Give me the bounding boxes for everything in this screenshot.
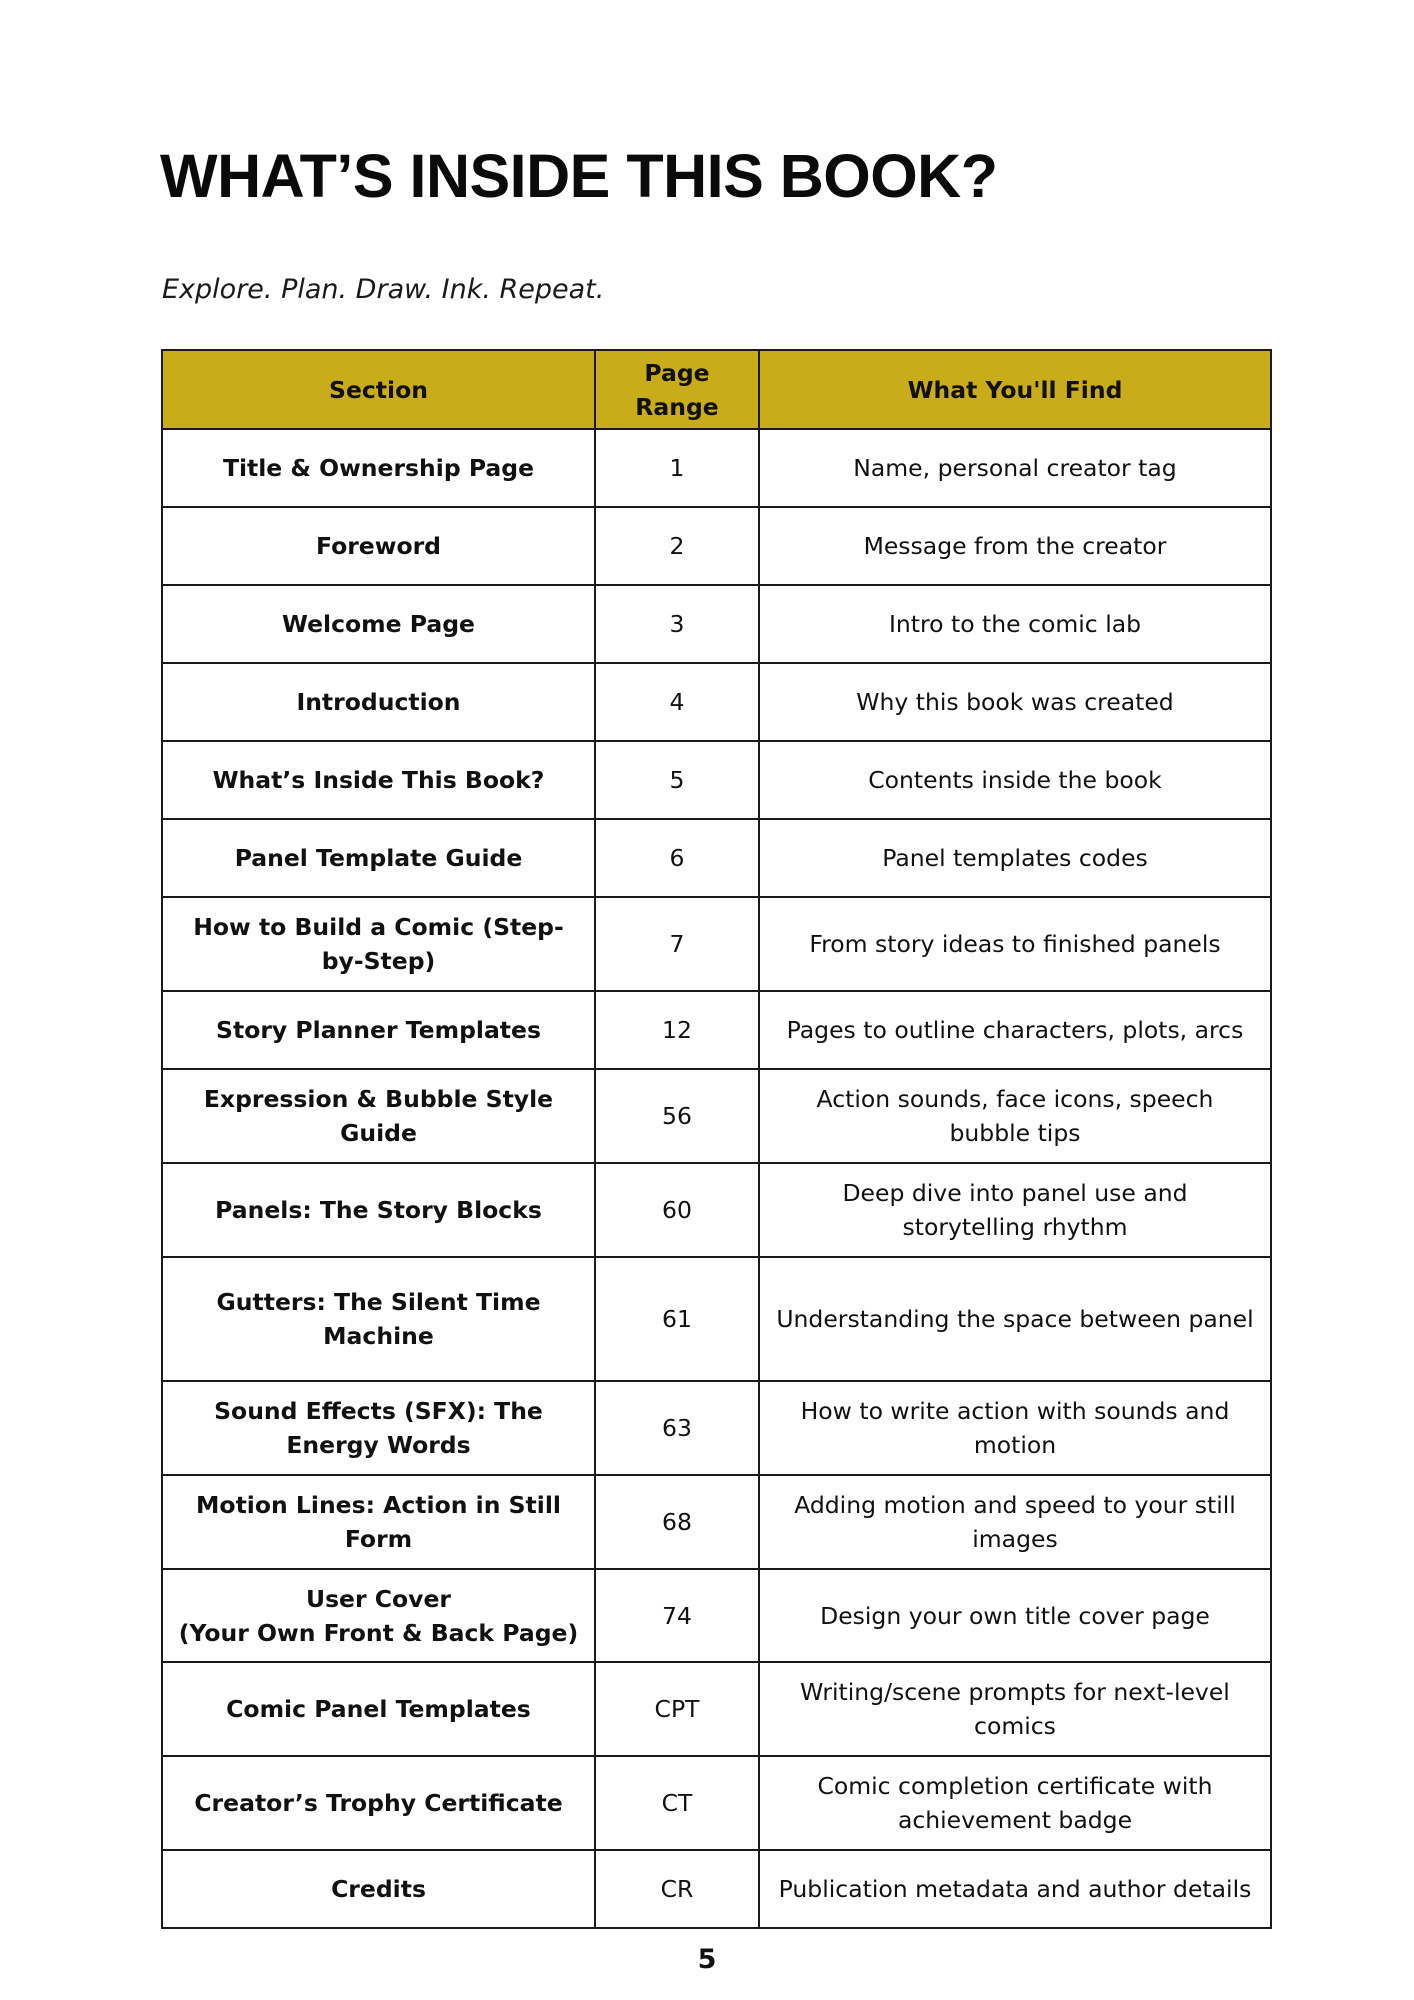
table-row bbox=[162, 741, 1271, 819]
row-page-cell: 74 bbox=[595, 1569, 759, 1662]
row-description-cell: Pages to outline characters, plots, arcs bbox=[759, 991, 1271, 1069]
table-header-row bbox=[162, 350, 1271, 429]
row-page-cell: 3 bbox=[595, 585, 759, 663]
row-section-cell: Panel Template Guide bbox=[162, 819, 595, 897]
row-description-cell: Panel templates codes bbox=[759, 819, 1271, 897]
row-section-cell: How to Build a Comic (Step-by-Step) bbox=[162, 897, 595, 991]
header-section: Section bbox=[162, 350, 595, 429]
table-row bbox=[162, 1756, 1271, 1850]
row-description-cell: Publication metadata and author details bbox=[759, 1850, 1271, 1928]
row-section-cell: Credits bbox=[162, 1850, 595, 1928]
row-page-cell: 63 bbox=[595, 1381, 759, 1475]
table-row bbox=[162, 1069, 1271, 1163]
row-description-cell: Comic completion certificate with achievement badge bbox=[759, 1756, 1271, 1850]
row-description-cell: Intro to the comic lab bbox=[759, 585, 1271, 663]
row-page-cell: 61 bbox=[595, 1257, 759, 1381]
table-row bbox=[162, 429, 1271, 507]
table-body bbox=[162, 429, 1271, 1928]
row-description-cell: How to write action with sounds and motion bbox=[759, 1381, 1271, 1475]
row-page-cell: CT bbox=[595, 1756, 759, 1850]
row-page-cell: CR bbox=[595, 1850, 759, 1928]
page-title: WHAT’S INSIDE THIS BOOK? bbox=[160, 142, 998, 210]
row-description-cell: Design your own title cover page bbox=[759, 1569, 1271, 1662]
row-page-cell: 12 bbox=[595, 991, 759, 1069]
row-section-cell: Sound Effects (SFX): The Energy Words bbox=[162, 1381, 595, 1475]
row-page-cell: 6 bbox=[595, 819, 759, 897]
row-section-cell: Title & Ownership Page bbox=[162, 429, 595, 507]
row-section-cell: Gutters: The Silent Time Machine bbox=[162, 1257, 595, 1381]
table-row bbox=[162, 663, 1271, 741]
row-section-cell: Panels: The Story Blocks bbox=[162, 1163, 595, 1257]
row-section-cell: Expression & Bubble Style Guide bbox=[162, 1069, 595, 1163]
contents-table bbox=[161, 349, 1272, 1929]
row-description-cell: Why this book was created bbox=[759, 663, 1271, 741]
row-description-cell: Action sounds, face icons, speech bubble tips bbox=[759, 1069, 1271, 1163]
row-page-cell: 60 bbox=[595, 1163, 759, 1257]
table-row bbox=[162, 1569, 1271, 1662]
row-description-cell: From story ideas to finished panels bbox=[759, 897, 1271, 991]
table-row bbox=[162, 1381, 1271, 1475]
row-page-cell: 7 bbox=[595, 897, 759, 991]
row-description-cell: Writing/scene prompts for next-level comics bbox=[759, 1662, 1271, 1756]
table-row bbox=[162, 1163, 1271, 1257]
row-page-cell: 1 bbox=[595, 429, 759, 507]
row-section-cell: Story Planner Templates bbox=[162, 991, 595, 1069]
table-row bbox=[162, 897, 1271, 991]
row-description-cell: Understanding the space between panel bbox=[759, 1257, 1271, 1381]
row-section-cell: Introduction bbox=[162, 663, 595, 741]
row-page-cell: 5 bbox=[595, 741, 759, 819]
row-section-cell: What’s Inside This Book? bbox=[162, 741, 595, 819]
row-description-cell: Message from the creator bbox=[759, 507, 1271, 585]
row-description-cell: Name, personal creator tag bbox=[759, 429, 1271, 507]
row-section-cell: Comic Panel Templates bbox=[162, 1662, 595, 1756]
table-row bbox=[162, 819, 1271, 897]
table-row bbox=[162, 1475, 1271, 1569]
row-description-cell: Adding motion and speed to your still images bbox=[759, 1475, 1271, 1569]
header-page-range: Page Range bbox=[595, 350, 759, 429]
row-page-cell: 4 bbox=[595, 663, 759, 741]
row-section-cell: Foreword bbox=[162, 507, 595, 585]
row-section-cell: Motion Lines: Action in Still Form bbox=[162, 1475, 595, 1569]
row-section-cell: Welcome Page bbox=[162, 585, 595, 663]
table-row bbox=[162, 991, 1271, 1069]
table-row bbox=[162, 507, 1271, 585]
table-row bbox=[162, 585, 1271, 663]
row-section-cell: Creator’s Trophy Certificate bbox=[162, 1756, 595, 1850]
table-row bbox=[162, 1257, 1271, 1381]
row-page-cell: 56 bbox=[595, 1069, 759, 1163]
row-description-cell: Contents inside the book bbox=[759, 741, 1271, 819]
row-page-cell: 2 bbox=[595, 507, 759, 585]
header-what-youll-find: What You'll Find bbox=[759, 350, 1271, 429]
row-section-cell: User Cover (Your Own Front & Back Page) bbox=[162, 1569, 595, 1662]
page-number: 5 bbox=[697, 1944, 717, 1975]
table-row bbox=[162, 1662, 1271, 1756]
row-page-cell: 68 bbox=[595, 1475, 759, 1569]
page-subtitle: Explore. Plan. Draw. Ink. Repeat. bbox=[162, 274, 605, 305]
row-page-cell: CPT bbox=[595, 1662, 759, 1756]
table-row bbox=[162, 1850, 1271, 1928]
row-description-cell: Deep dive into panel use and storytelling rhythm bbox=[759, 1163, 1271, 1257]
